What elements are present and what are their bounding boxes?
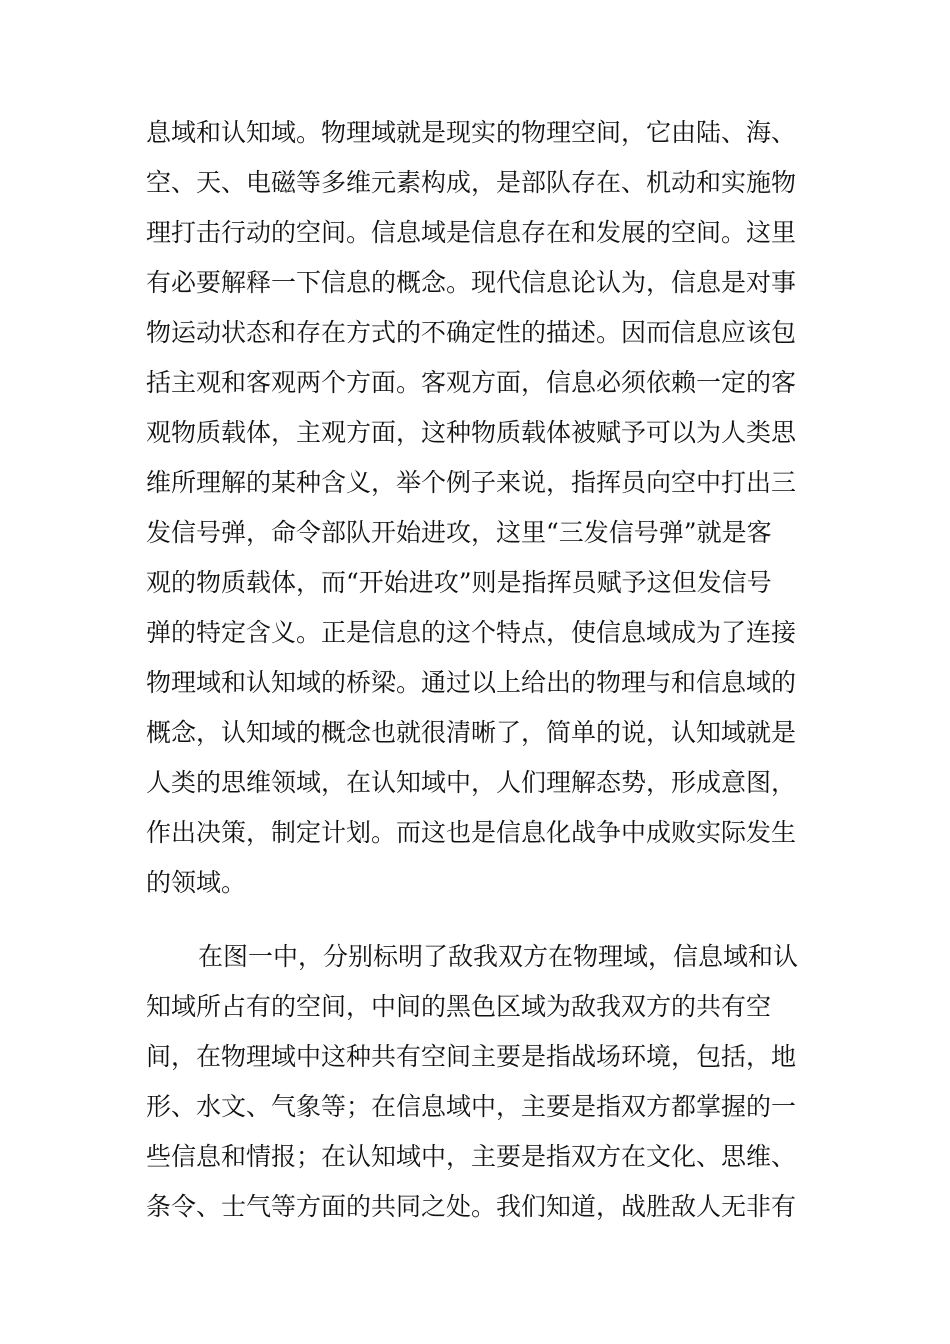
text-line: 维所理解的某种含义，举个例子来说，指挥员向空中打出三 [146, 468, 797, 497]
text-line: 观的物质载体，而“开始进攻”则是指挥员赋予这但发信号 [146, 568, 772, 597]
text-line: 空、天、电磁等多维元素构成，是部队存在、机动和实施物 [146, 168, 797, 197]
text-line: 弹的特定含义。正是信息的这个特点，使信息域成为了连接 [146, 618, 797, 647]
text-line: 间，在物理域中这种共有空间主要是指战场环境，包括，地 [146, 1042, 797, 1071]
text-line: 概念，认知域的概念也就很清晰了，简单的说，认知域就是 [146, 718, 797, 747]
paragraph-1 [146, 108, 846, 908]
text-line: 理打击行动的空间。信息域是信息存在和发展的空间。这里 [146, 218, 797, 247]
text-line: 作出决策，制定计划。而这也是信息化战争中成败实际发生 [146, 818, 797, 847]
text-line: 息域和认知域。物理域就是现实的物理空间，它由陆、海、 [146, 118, 797, 147]
text-line: 物运动状态和存在方式的不确定性的描述。因而信息应该包 [146, 318, 797, 347]
document-body [146, 108, 846, 1232]
text-line: 在图一中，分别标明了敌我双方在物理域，信息域和认 [198, 942, 799, 971]
text-line: 括主观和客观两个方面。客观方面，信息必须依赖一定的客 [146, 368, 797, 397]
text-line: 物理域和认知域的桥梁。通过以上给出的物理与和信息域的 [146, 668, 797, 697]
text-line: 观物质载体，主观方面，这种物质载体被赋予可以为人类思 [146, 418, 797, 447]
paragraph-2 [146, 932, 846, 1232]
text-line: 发信号弹，命令部队开始进攻，这里“三发信号弹”就是客 [146, 518, 772, 547]
text-line: 人类的思维领域，在认知域中，人们理解态势，形成意图， [146, 768, 797, 797]
text-line: 有必要解释一下信息的概念。现代信息论认为，信息是对事 [146, 268, 797, 297]
text-line: 知域所占有的空间，中间的黑色区域为敌我双方的共有空 [146, 992, 772, 1021]
text-line: 些信息和情报；在认知域中，主要是指双方在文化、思维、 [146, 1142, 797, 1171]
text-line: 的领域。 [146, 868, 247, 897]
paragraph-gap [146, 908, 846, 932]
text-line: 形、水文、气象等；在信息域中，主要是指双方都掌握的一 [146, 1092, 797, 1121]
text-line: 条令、士气等方面的共同之处。我们知道，战胜敌人无非有 [146, 1192, 797, 1221]
